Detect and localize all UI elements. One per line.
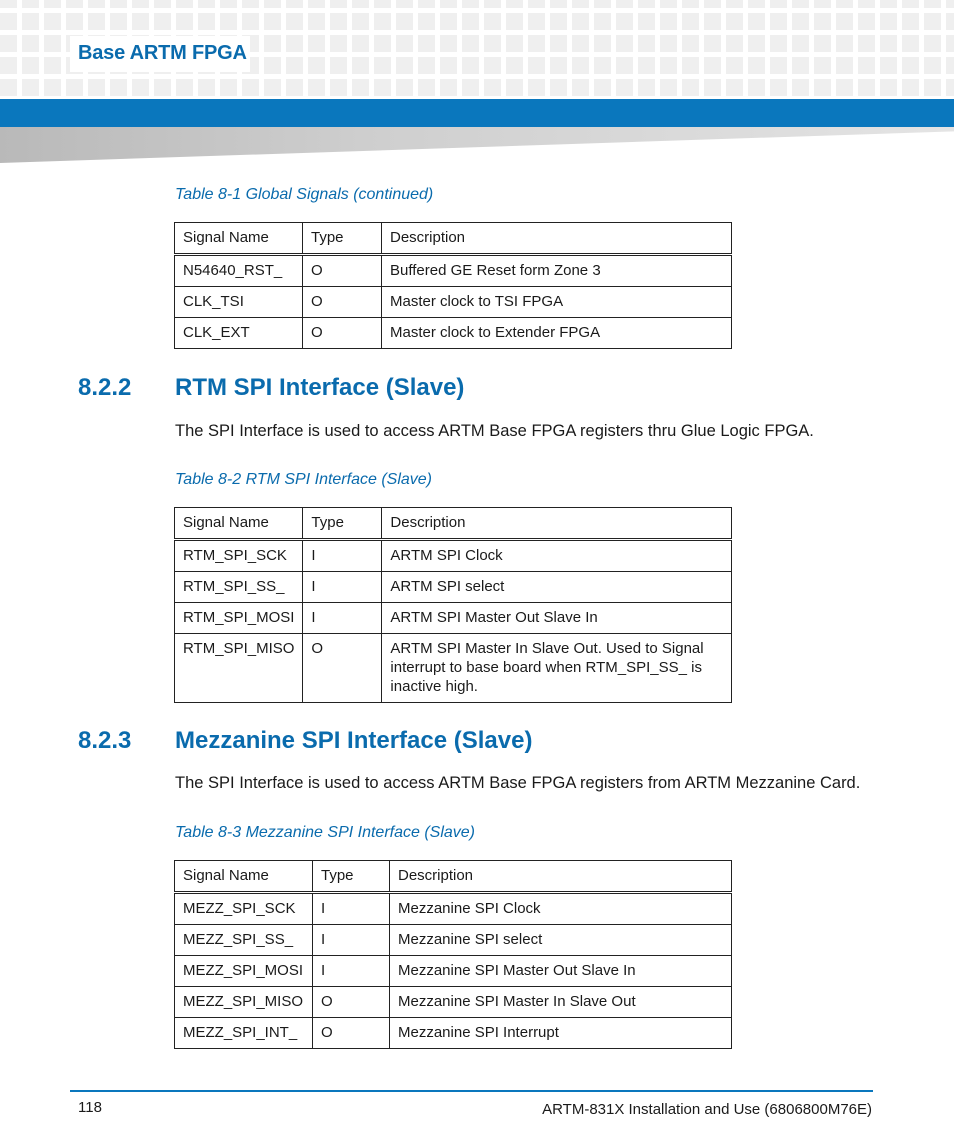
table2-header-signal: Signal Name: [175, 508, 303, 540]
table2-caption: Table 8-2 RTM SPI Interface (Slave): [175, 471, 432, 488]
table2-header-row: [175, 508, 732, 540]
signal-name-cell: RTM_SPI_SCK: [175, 540, 303, 572]
section-823-text: The SPI Interface is used to access ARTM Base FPGA registers from ARTM Mezzanine Card.: [175, 774, 861, 792]
section-823-title: Mezzanine SPI Interface (Slave): [175, 727, 533, 754]
section-823-heading: [78, 727, 532, 755]
type-cell: O: [303, 634, 382, 703]
signal-name-cell: MEZZ_SPI_MISO: [175, 987, 313, 1018]
table3-caption: Table 8-3 Mezzanine SPI Interface (Slave): [175, 824, 476, 841]
table-row: [175, 255, 732, 287]
type-cell: I: [313, 956, 390, 987]
type-cell: O: [313, 1018, 390, 1049]
type-cell: O: [303, 318, 382, 349]
table1-header-type: Type: [303, 223, 382, 255]
table-row: [175, 572, 732, 603]
type-cell: O: [313, 987, 390, 1018]
header-blue-bar: [0, 99, 954, 127]
type-cell: I: [303, 572, 382, 603]
signal-name-cell: RTM_SPI_SS_: [175, 572, 303, 603]
type-cell: I: [303, 603, 382, 634]
header-gray-wedge: [0, 127, 954, 163]
document-title: ARTM-831X Installation and Use (6806800M76E): [542, 1101, 872, 1118]
type-cell: I: [313, 893, 390, 925]
table3-header-type: Type: [313, 861, 390, 893]
signal-name-cell: N54640_RST_: [175, 255, 303, 287]
description-cell: Master clock to Extender FPGA: [382, 318, 732, 349]
signal-name-cell: CLK_TSI: [175, 287, 303, 318]
page-number: 118: [78, 1099, 102, 1116]
description-cell: Mezzanine SPI Master Out Slave In: [390, 956, 732, 987]
section-822-title: RTM SPI Interface (Slave): [175, 374, 465, 401]
table-row: [175, 287, 732, 318]
description-cell: Mezzanine SPI Interrupt: [390, 1018, 732, 1049]
type-cell: I: [313, 925, 390, 956]
description-cell: Master clock to TSI FPGA: [382, 287, 732, 318]
table2-header-description: Description: [382, 508, 732, 540]
signal-name-cell: MEZZ_SPI_SCK: [175, 893, 313, 925]
description-cell: ARTM SPI Clock: [382, 540, 732, 572]
table3-header-row: [175, 861, 732, 893]
table1-header-row: [175, 223, 732, 255]
table-row: [175, 603, 732, 634]
table2-header-type: Type: [303, 508, 382, 540]
signal-name-cell: CLK_EXT: [175, 318, 303, 349]
table1-header-description: Description: [382, 223, 732, 255]
signal-name-cell: RTM_SPI_MOSI: [175, 603, 303, 634]
section-822-number: 8.2.2: [78, 374, 132, 401]
section-823-number: 8.2.3: [78, 727, 132, 754]
table2: [174, 507, 732, 703]
description-cell: ARTM SPI select: [382, 572, 732, 603]
header-section-title: Base ARTM FPGA: [78, 42, 247, 64]
table-row: [175, 987, 732, 1018]
table1-header-signal: Signal Name: [175, 223, 303, 255]
table-row: [175, 893, 732, 925]
table1: [174, 222, 732, 349]
type-cell: I: [303, 540, 382, 572]
section-822-heading: [78, 374, 464, 402]
description-cell: Mezzanine SPI select: [390, 925, 732, 956]
description-cell: Mezzanine SPI Clock: [390, 893, 732, 925]
table-row: [175, 956, 732, 987]
type-cell: O: [303, 255, 382, 287]
table3-header-signal: Signal Name: [175, 861, 313, 893]
footer-rule: [70, 1090, 873, 1092]
signal-name-cell: MEZZ_SPI_SS_: [175, 925, 313, 956]
type-cell: O: [303, 287, 382, 318]
table1-caption: Table 8-1 Global Signals (continued): [175, 186, 434, 203]
signal-name-cell: MEZZ_SPI_INT_: [175, 1018, 313, 1049]
description-cell: Buffered GE Reset form Zone 3: [382, 255, 732, 287]
description-cell: Mezzanine SPI Master In Slave Out: [390, 987, 732, 1018]
description-cell: ARTM SPI Master In Slave Out. Used to Signal interrupt to base board when RTM_SPI_SS_ is inactive high.: [382, 634, 732, 703]
table-row: [175, 1018, 732, 1049]
table-row: [175, 318, 732, 349]
signal-name-cell: MEZZ_SPI_MOSI: [175, 956, 313, 987]
table3-header-description: Description: [390, 861, 732, 893]
table3: [174, 860, 732, 1049]
table-row: [175, 634, 732, 703]
table-row: [175, 925, 732, 956]
table-row: [175, 540, 732, 572]
description-cell: ARTM SPI Master Out Slave In: [382, 603, 732, 634]
section-822-text: The SPI Interface is used to access ARTM Base FPGA registers thru Glue Logic FPGA.: [175, 422, 814, 440]
signal-name-cell: RTM_SPI_MISO: [175, 634, 303, 703]
